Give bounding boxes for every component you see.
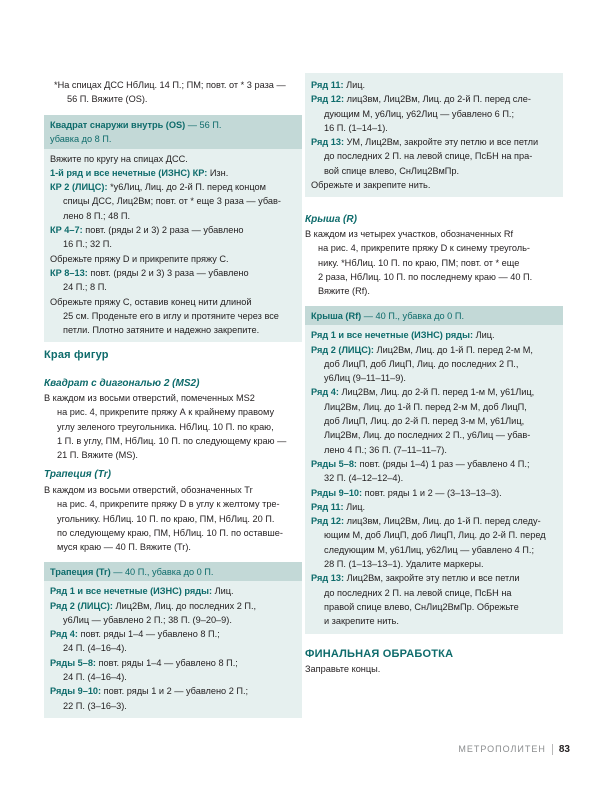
rf-box xyxy=(305,306,563,634)
rf-r1-text: Лиц. xyxy=(473,330,495,341)
top-r13-l1: УМ, Лиц2Вм, закройте эту петлю и все петли xyxy=(344,137,539,148)
rf-box-title-suffix: — 40 П., убавка до 0 П. xyxy=(361,311,464,321)
os-r1-text: Изн. xyxy=(207,167,229,178)
tr-l1: В каждом из восьми отверстий, обозначенных Tr xyxy=(44,485,253,495)
rf-r5-label: Ряды 5–8: xyxy=(311,458,357,469)
magazine-name: МЕТРОПОЛИТЕН xyxy=(458,744,546,754)
tr-box-title: Трапеция (Tr) xyxy=(50,567,111,577)
top-r13-l2: до последних 2 П. на левой спице, ПсБН на пра- xyxy=(324,151,533,162)
os-r8-label: КР 8–13: xyxy=(50,267,88,278)
rf-r12-label: Ряд 12: xyxy=(311,516,345,527)
final-heading: ФИНАЛЬНАЯ ОБРАБОТКА xyxy=(305,648,454,660)
rf-r4-l5: лено 4 П.; 36 П. (7–11–11–7). xyxy=(324,444,447,455)
os-box-title: Квадрат снаружи внутрь (OS) xyxy=(50,120,186,130)
rf-r1-label: Ряд 1 и все нечетные (ИЗНС) ряды: xyxy=(311,330,474,341)
tr-r9-l2: 22 П. (3–16–3). xyxy=(63,700,127,711)
os-r2-l3: лено 8 П.; 48 П. xyxy=(63,210,131,221)
page-footer xyxy=(458,742,570,757)
roof-l4: 2 раза, НбЛиц. 10 П. по последнему краю — 40 П. xyxy=(318,271,533,282)
rf-r12-l3: следующим М, у61Лиц, у62Лиц — убавлено 4 П.; xyxy=(324,544,535,555)
page-number: 83 xyxy=(558,744,570,755)
tr-r4-l1: повт. ряды 1–4 — убавлено 8 П.; xyxy=(77,629,220,640)
rf-r13-l2: до последних 2 П. на левой спице, ПсБН на xyxy=(324,587,512,598)
os-finish-l1: Обрежьте пряжу С, оставив конец нити длиной xyxy=(50,296,252,307)
roof-paragraph xyxy=(305,227,563,298)
os-finish-l3: петли. Плотно затяните и надежно закрепите. xyxy=(63,325,260,336)
tr-r1-label: Ряд 1 и все нечетные (ИЗНС) ряды: xyxy=(50,586,213,597)
ms2-l3: углу зеленого треугольника. НбЛиц. 10 П. по краю, xyxy=(57,421,274,432)
tr-r5-l2: 24 П. (4–16–4). xyxy=(63,672,127,683)
rf-r12-l1: лиц3вм, Лиц2Вм, Лиц. до 1-й П. перед следу- xyxy=(344,516,541,527)
rf-r5-l1: повт. (ряды 1–4) 1 раз — убавлено 4 П.; xyxy=(357,458,530,469)
os-box-title-suffix: — 56 П. xyxy=(185,120,222,130)
os-cut: Обрежьте пряжу D и прикрепите пряжу С. xyxy=(50,253,229,264)
ms2-paragraph xyxy=(44,391,302,462)
rf-r4-l1: Лиц2Вм, Лиц. до 2-й П. перед 1-м М, у61Лиц, xyxy=(338,387,535,398)
tr-r9-l1: повт. ряды 1 и 2 — убавлено 2 П.; xyxy=(101,686,249,697)
top-r12-label: Ряд 12: xyxy=(311,94,345,105)
edges-heading: Края фигур xyxy=(44,349,109,361)
rf-r2-l2: доб ЛицП, доб ЛицП, Лиц. до последних 2 П., xyxy=(324,358,519,369)
rf-box-header xyxy=(305,306,563,325)
os-r8-l2: 24 П.; 8 П. xyxy=(63,282,107,293)
os-r4-l1: повт. (ряды 2 и 3) 2 раза — убавлено xyxy=(82,225,244,236)
tr-r4-label: Ряд 4: xyxy=(50,629,78,640)
tr-box xyxy=(44,562,302,718)
os-r1-label: 1-й ряд и все нечетные (ИЗНС) КР: xyxy=(50,167,208,178)
rf-box-title: Крыша (Rf) xyxy=(311,311,362,321)
top-r13-label: Ряд 13: xyxy=(311,137,345,148)
top-finish: Обрежьте и закрепите нить. xyxy=(311,180,431,191)
tr-heading: Трапеция (Tr) xyxy=(44,469,111,480)
os-r2-label: КР 2 (ЛИЦС): xyxy=(50,182,108,193)
tr-l4: по следующему краю, ПМ, НбЛиц. 10 П. по оставше- xyxy=(57,527,283,538)
ms2-l4: 1 П. в углу, ПМ, НбЛиц. 10 П. по следующему краю — xyxy=(57,435,287,446)
os-r4-label: КР 4–7: xyxy=(50,225,83,236)
rf-r13-l3: правой спице влево, СнЛиц2ВмПр. Обрежьте xyxy=(324,601,519,612)
rf-r4-label: Ряд 4: xyxy=(311,387,339,398)
tr-r4-l2: 24 П. (4–16–4). xyxy=(63,643,127,654)
tr-l2: на рис. 4, прикрепите пряжу D в углу к желтому тре- xyxy=(57,499,280,510)
rf-r4-l2: Лиц2Вм, Лиц. до 1-й П. перед 2-м М, доб ЛицП, xyxy=(324,401,527,412)
rf-box-body xyxy=(305,325,563,633)
rf-r2-l1: Лиц2Вм, Лиц. до 1-й П. перед 2-м М, xyxy=(374,344,533,355)
roof-l3: нику. *НбЛиц. 10 П. по краю, ПМ; повт. от * еще xyxy=(318,257,520,268)
rf-r11-text: Лиц. xyxy=(343,501,366,512)
top-r13-l3: вой спице влево, СнЛиц2ВмПр. xyxy=(324,165,460,176)
tr-r2-l2: у6Лиц — убавлено 2 П.; 38 П. (9–20–9). xyxy=(63,614,232,625)
roof-heading: Крыша (R) xyxy=(305,214,357,225)
tr-l3: угольнику. НбЛиц. 10 П. по краю, ПМ, НбЛиц. 20 П. xyxy=(57,513,275,524)
rf-r13-label: Ряд 13: xyxy=(311,573,345,584)
intro-line-2: 56 П. Вяжите (OS). xyxy=(67,94,148,105)
intro-paragraph xyxy=(54,78,302,107)
tr-r2-label: Ряд 2 (ЛИЦС): xyxy=(50,600,113,611)
os-intro: Вяжите по кругу на спицах ДСС. xyxy=(50,153,188,164)
ms2-l1: В каждом из восьми отверстий, помеченных MS2 xyxy=(44,393,255,403)
rf-r4-l4: Лиц2Вм, Лиц. до последних 2 П., у6Лиц — убав- xyxy=(324,430,531,441)
rf-r9-text: повт. ряды 1 и 2 — (3–13–13–3). xyxy=(362,487,502,498)
rf-r12-l2: ющим М, доб ЛицП, доб ЛицП, Лиц. до 2-й П. перед xyxy=(324,530,546,541)
top-r12-l3: 16 П. (1–14–1). xyxy=(324,122,388,133)
os-r8-l1: повт. (ряды 2 и 3) 3 раза — убавлено xyxy=(87,267,249,278)
os-finish-l2: 25 см. Проденьте его в иглу и протяните через все xyxy=(63,310,279,321)
rf-r12-l4: 28 П. (1–13–13–1). Удалите маркеры. xyxy=(324,559,484,570)
top-r12-l1: лиц3вм, Лиц2Вм, Лиц. до 2-й П. перед сле- xyxy=(344,94,531,105)
rf-r9-label: Ряды 9–10: xyxy=(311,487,363,498)
rf-r13-l1: Лиц2Вм, закройте эту петлю и все петли xyxy=(344,573,520,584)
os-box-subtitle: убавка до 8 П. xyxy=(50,134,112,145)
tr-r5-label: Ряды 5–8: xyxy=(50,657,96,668)
roof-l5: Вяжите (Rf). xyxy=(318,286,370,297)
rf-r2-l3: у6Лиц (9–11–11–9). xyxy=(324,373,406,384)
os-box-header xyxy=(44,115,302,149)
os-r4-l2: 16 П.; 32 П. xyxy=(63,239,112,250)
roof-l2: на рис. 4, прикрепите пряжу D к синему треуголь- xyxy=(318,243,530,254)
footer-divider xyxy=(552,744,553,755)
tr-r5-l1: повт. ряды 1–4 — убавлено 8 П.; xyxy=(96,657,238,668)
tr-paragraph xyxy=(44,483,302,554)
os-box xyxy=(44,115,302,342)
intro-line-1: *На спицах ДСС НбЛиц. 14 П.; ПМ; повт. от * 3 раза — xyxy=(54,80,286,90)
top-box xyxy=(305,73,563,197)
rf-r4-l3: доб ЛицП, Лиц. до 2-й П. перед 3-м М, у61Лиц, xyxy=(324,416,525,427)
tr-box-body xyxy=(44,581,302,718)
os-box-body xyxy=(44,149,302,343)
tr-r2-l1: Лиц2Вм, Лиц. до последних 2 П., xyxy=(113,600,257,611)
os-r2-l2: спицы ДСС, Лиц2Вм; повт. от * еще 3 раза — убав- xyxy=(63,196,281,207)
top-r11-text: Лиц. xyxy=(343,80,366,90)
os-r2-l1: *у6Лиц, Лиц. до 2-й П. перед концом xyxy=(107,182,266,193)
final-text: Заправьте концы. xyxy=(305,664,381,674)
rf-r2-label: Ряд 2 (ЛИЦС): xyxy=(311,344,374,355)
roof-l1: В каждом из четырех участков, обозначенных Rf xyxy=(305,229,514,239)
top-r12-l2: дующим М, у6Лиц, у62Лиц — убавлено 6 П.; xyxy=(324,108,515,119)
rf-r13-l4: и закрепите нить. xyxy=(324,616,399,627)
ms2-l5: 21 П. Вяжите (MS). xyxy=(57,450,138,461)
rf-r5-l2: 32 П. (4–12–12–4). xyxy=(324,473,404,484)
top-r11-label: Ряд 11: xyxy=(311,80,344,90)
tr-box-title-suffix: — 40 П., убавка до 0 П. xyxy=(110,567,214,577)
ms2-l2: на рис. 4, прикрепите пряжу А к крайнему правому xyxy=(57,407,275,418)
tr-r1-text: Лиц. xyxy=(212,586,234,597)
tr-r9-label: Ряды 9–10: xyxy=(50,686,102,697)
rf-r11-label: Ряд 11: xyxy=(311,501,344,512)
ms2-heading: Квадрат с диагональю 2 (MS2) xyxy=(44,378,200,389)
tr-l5: муся краю — 40 П. Вяжите (Tr). xyxy=(57,542,191,553)
tr-box-header xyxy=(44,562,302,581)
